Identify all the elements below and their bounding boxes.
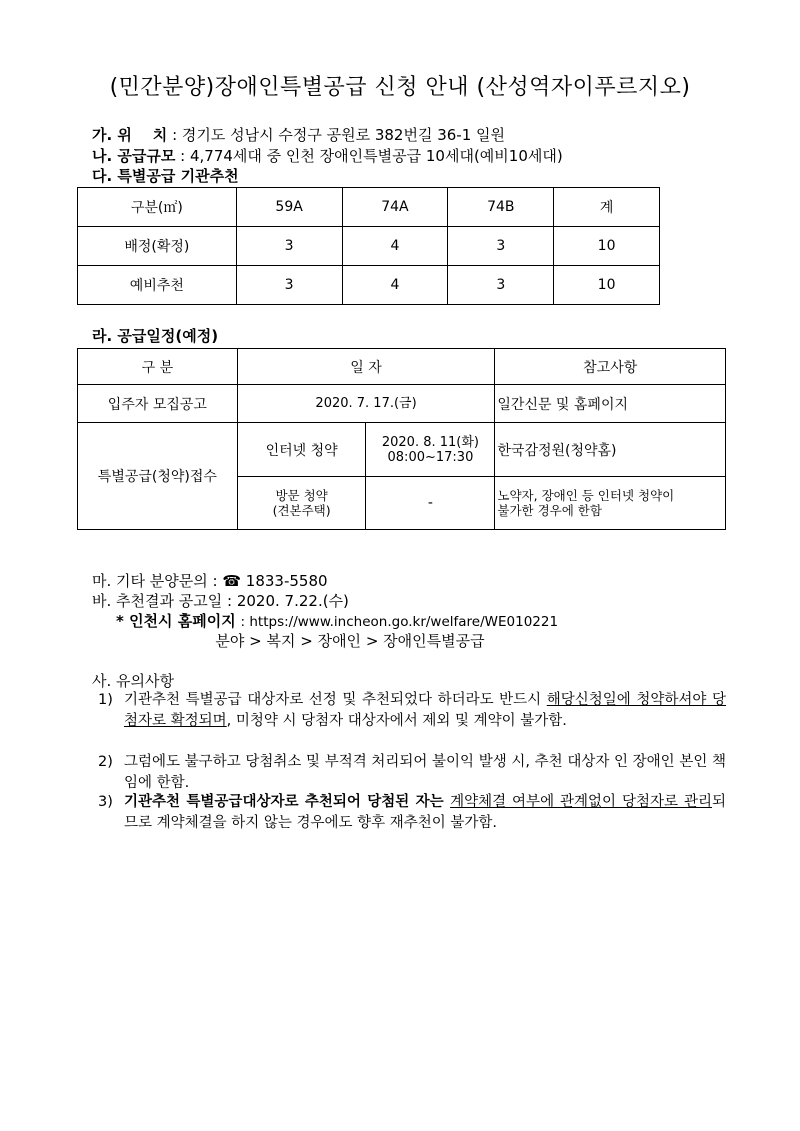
table-cell: 인터넷 청약 xyxy=(237,423,366,477)
table-header: 구 분 xyxy=(78,349,238,385)
note-number: 1) xyxy=(98,692,113,708)
table-cell: 배정(확정) xyxy=(78,227,237,266)
location-label: 가. 위 치 xyxy=(92,126,168,144)
table-cell: 일간신문 및 홈페이지 xyxy=(495,385,726,423)
location-line xyxy=(92,124,505,145)
table-cell: 4 xyxy=(342,227,448,266)
note-line: 불가한 경우에 한함 xyxy=(497,503,602,518)
announcement-value: : 2020. 7.22.(수) xyxy=(227,592,349,610)
page-title: (민간분양)장애인특별공급 신청 안내 (산성역자이푸르지오) xyxy=(109,75,691,100)
table-cell: 3 xyxy=(236,227,342,266)
supply-scale-label: 나. 공급규모 xyxy=(92,147,176,165)
note-text: 기관추천 특별공급 대상자로 선정 및 추천되었다 하더라도 반드시 xyxy=(124,692,547,708)
table-header-row xyxy=(78,349,726,385)
allocation-table xyxy=(77,187,660,305)
note-bold-text: 기관추천 특별공급대상자로 추천되어 당첨된 자는 xyxy=(124,794,451,810)
table-cell: 2020. 7. 17.(금) xyxy=(237,385,495,423)
homepage-line xyxy=(116,610,558,631)
note-item-3 xyxy=(98,792,726,834)
type-line: (견본주택) xyxy=(272,503,331,518)
table-header: 74A xyxy=(342,188,448,227)
note-item-2 xyxy=(98,752,726,794)
note-body xyxy=(124,792,726,834)
schedule-table xyxy=(77,348,726,530)
table-header: 59A xyxy=(236,188,342,227)
section-heading-sa: 사. 유의사항 xyxy=(92,672,174,690)
table-header: 74B xyxy=(448,188,554,227)
table-cell: 10 xyxy=(554,266,660,305)
inquiry-line xyxy=(92,570,328,591)
location-value: : 경기도 성남시 수정구 공원로 382번길 36-1 일원 xyxy=(172,126,506,144)
note-line: 노약자, 장애인 등 인터넷 청약이 xyxy=(497,488,675,503)
table-cell: 3 xyxy=(448,227,554,266)
homepage-url: : https://www.incheon.go.kr/welfare/WE010221 xyxy=(240,614,559,630)
inquiry-value: : ☎ 1833-5580 xyxy=(212,572,328,590)
table-cell: 예비추천 xyxy=(78,266,237,305)
type-line: 방문 청약 xyxy=(275,488,328,503)
section-heading-da: 다. 특별공급 기관추천 xyxy=(92,167,239,185)
table-row xyxy=(78,266,660,305)
section-heading-ra: 라. 공급일정(예정) xyxy=(92,327,219,345)
table-row xyxy=(78,385,726,423)
table-row xyxy=(78,227,660,266)
homepage-path: 분야 > 복지 > 장애인 > 장애인특별공급 xyxy=(215,632,485,650)
announcement-line xyxy=(92,590,349,611)
date-line: 2020. 8. 11(화) xyxy=(381,434,479,450)
table-header: 계 xyxy=(554,188,660,227)
note-number: 3) xyxy=(98,794,113,810)
note-item-1 xyxy=(98,690,726,732)
table-cell xyxy=(237,477,366,530)
table-cell: 4 xyxy=(342,266,448,305)
table-cell: 3 xyxy=(236,266,342,305)
inquiry-label: 마. 기타 분양문의 xyxy=(92,572,208,590)
table-header: 일 자 xyxy=(237,349,495,385)
table-cell: 입주자 모집공고 xyxy=(78,385,238,423)
table-cell: 특별공급(청약)접수 xyxy=(78,423,238,530)
note-body xyxy=(124,690,726,732)
time-line: 08:00~17:30 xyxy=(387,449,474,465)
note-underlined-text: 해당신청일에 청약하셔야 당첨자로 확정되며 xyxy=(124,692,726,729)
table-header: 구분(㎡) xyxy=(78,188,237,227)
table-cell xyxy=(495,477,726,530)
table-cell: 3 xyxy=(448,266,554,305)
note-text: 되므로 계약체결을 하지 않는 경우에도 향후 재추천이 불가함. xyxy=(124,794,726,831)
supply-scale-value: : 4,774세대 중 인천 장애인특별공급 10세대(예비10세대) xyxy=(180,147,563,165)
table-header: 참고사항 xyxy=(495,349,726,385)
homepage-label: * 인천시 홈페이지 xyxy=(116,612,236,630)
table-cell: - xyxy=(366,477,495,530)
announcement-label: 바. 추천결과 공고일 xyxy=(92,592,223,610)
table-cell: 한국감정원(청약홈) xyxy=(495,423,726,477)
table-header-row xyxy=(78,188,660,227)
supply-scale-line xyxy=(92,145,563,166)
note-underlined-text: 계약체결 여부에 관계없이 당첨자로 관리 xyxy=(450,794,712,810)
note-body xyxy=(124,752,726,794)
note-text: 그럼에도 불구하고 당첨취소 및 부적격 처리되어 불이익 발생 시, 추천 대상자 인 장애인 본인 책임에 한함. xyxy=(124,754,726,791)
table-cell xyxy=(366,423,495,477)
note-text: , 미청약 시 당첨자 대상자에서 제외 및 계약이 불가함. xyxy=(226,713,567,729)
table-cell: 10 xyxy=(554,227,660,266)
table-row xyxy=(78,423,726,477)
note-number: 2) xyxy=(98,754,113,770)
